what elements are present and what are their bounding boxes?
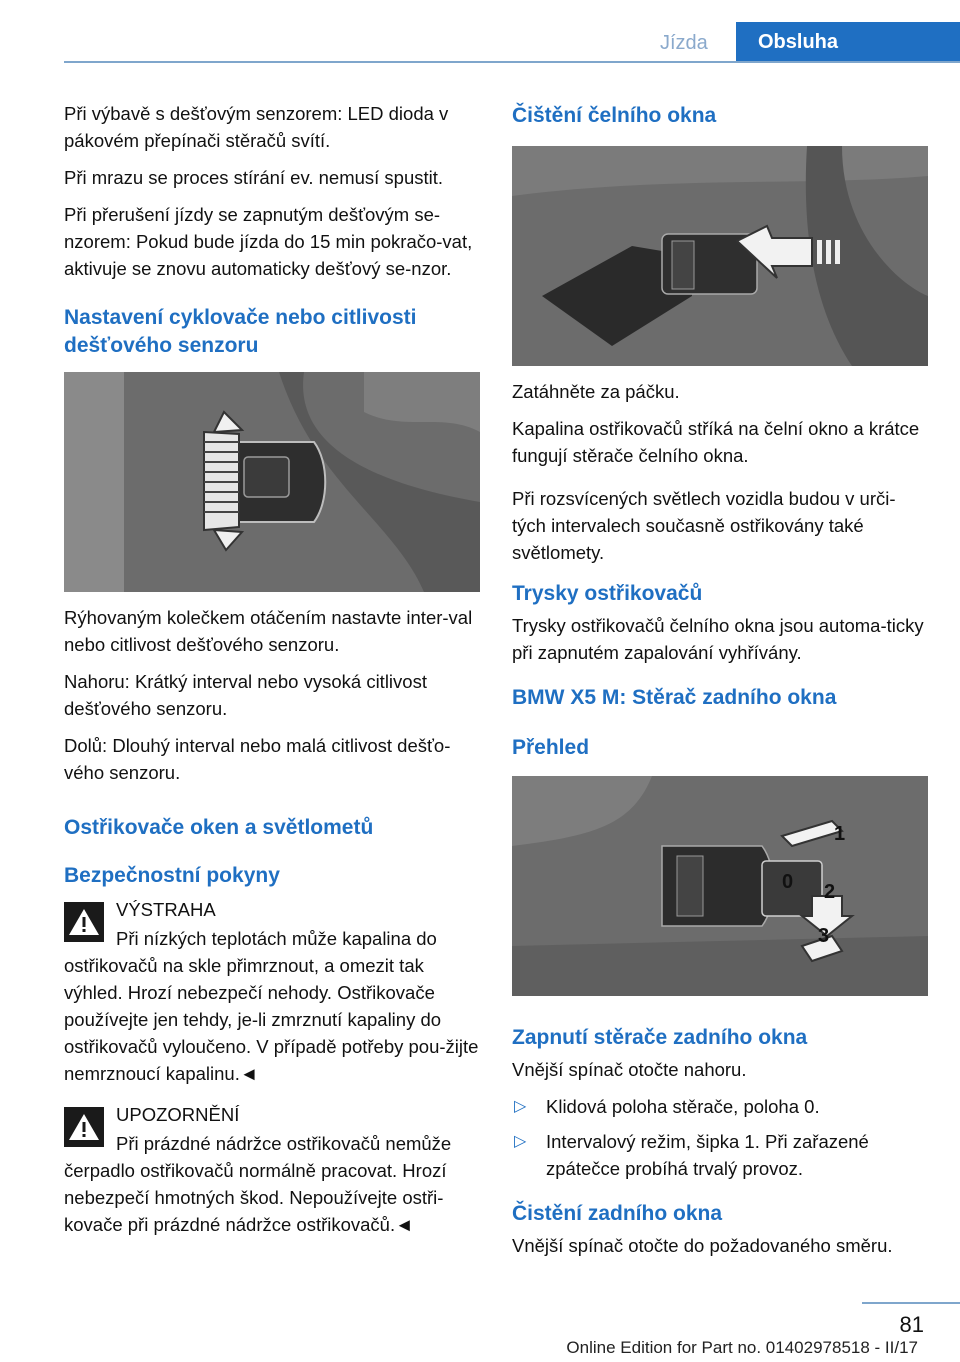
label-3: 3 bbox=[818, 925, 830, 947]
warning-icon bbox=[64, 902, 104, 942]
heading-clean-windshield: Čištění čelního okna bbox=[512, 104, 717, 127]
footer-rule bbox=[862, 1302, 960, 1304]
label-1: 1 bbox=[834, 823, 846, 845]
heading-safety: Bezpečnostní pokyny bbox=[64, 864, 280, 887]
down-text: Dolů: Dlouhý interval nebo malá citlivost dešťo‐vého senzoru. bbox=[64, 735, 451, 783]
wiper-wheel-illustration bbox=[64, 372, 480, 592]
left-column bbox=[64, 100, 480, 1238]
windshield-wash-illustration bbox=[512, 146, 928, 366]
rear-wiper-list bbox=[512, 1093, 928, 1182]
header-tab-jizda: Jízda bbox=[660, 32, 708, 54]
heading-rear-clean: Čistění zadního okna bbox=[512, 1202, 723, 1225]
bullet-triangle-icon: ▷ bbox=[514, 1098, 527, 1115]
heading-interval-sensitivity: Nastavení cyklovače nebo citlivosti dešťového senzoru bbox=[64, 306, 417, 357]
right-column bbox=[512, 100, 928, 1269]
heading-rear-wiper: BMW X5 M: Stěrač zadního okna bbox=[512, 686, 837, 709]
wiper-wheel-drawing bbox=[64, 372, 480, 592]
pull-lever-text: Zatáhněte za páčku. bbox=[512, 381, 680, 402]
label-2: 2 bbox=[824, 881, 836, 903]
notice-title: UPOZORNĚNÍ bbox=[116, 1104, 240, 1125]
heading-washers: Ostřikovače oken a světlometů bbox=[64, 816, 374, 839]
rotate-up-text: Vnější spínač otočte nahoru. bbox=[512, 1059, 747, 1080]
heading-rear-wiper-on: Zapnutí stěrače zadního okna bbox=[512, 1026, 808, 1049]
rear-wiper-illustration bbox=[512, 776, 928, 996]
notice-icon bbox=[64, 1107, 104, 1147]
notice-body: Při prázdné nádržce ostřikovačů nemůže čerpadlo ostřikovačů normálně pracovat. Hrozí nebezpečí hmotných škod. Nepoužívejte ostři‐kovače při prázdné nádržce ostřikovačů.◄ bbox=[64, 1133, 452, 1235]
rotate-direction-text: Vnější spínač otočte do požadovaného směru. bbox=[512, 1235, 893, 1256]
list-item: ▷ Klidová poloha stěrače, poloha 0. bbox=[512, 1093, 928, 1120]
edition-footer: Online Edition for Part no. 01402978518 - II/17 bbox=[566, 1338, 918, 1357]
windshield-wash-drawing bbox=[512, 146, 928, 366]
warning-box bbox=[64, 896, 480, 1087]
rain-sensor-led-text: Při výbavě s dešťovým senzorem: LED dioda v pákovém přepínači stěračů svítí. bbox=[64, 103, 449, 151]
heading-overview: Přehled bbox=[512, 736, 590, 759]
heading-nozzles: Trysky ostřikovačů bbox=[512, 582, 703, 605]
frost-text: Při mrazu se proces stírání ev. nemusí spustit. bbox=[64, 167, 444, 188]
washer-fluid-text: Kapalina ostřikovačů stříká na čelní okno a krátce fungují stěrače čelního okna. bbox=[512, 418, 920, 466]
warning-body: Při nízkých teplotách může kapalina do ostřikovačů na skle přimrznout, a omezit tak výhled. Hrozí nebezpečí nehody. Ostřikovače používejte jen tehdy, je-li zmrznutí kapaliny do ostřikovačů vyloučeno. V případě potřeby pou‐žijte nemrznoucí kapalinu.◄ bbox=[64, 928, 479, 1084]
headlight-wash-text: Při rozsvícených světlech vozidla budou v urči‐tých intervalech současně ostřikovány také světlomety. bbox=[512, 488, 896, 563]
list-item: ▷ Intervalový režim, šipka 1. Při zařazené zpátečce probíhá trvalý provoz. bbox=[512, 1128, 928, 1182]
rear-wiper-drawing bbox=[512, 776, 928, 996]
page-number: 81 bbox=[899, 1312, 924, 1337]
label-0: 0 bbox=[782, 871, 794, 893]
notice-box bbox=[64, 1101, 480, 1238]
nozzles-heated-text: Trysky ostřikovačů čelního okna jsou automa‐ticky při zapnutém zapalování vyhřívány. bbox=[512, 615, 924, 663]
wheel-adjust-text: Rýhovaným kolečkem otáčením nastavte inter‐val nebo citlivost dešťového senzoru. bbox=[64, 607, 473, 655]
bullet-triangle-icon: ▷ bbox=[514, 1133, 527, 1150]
interruption-text: Při přerušení jízdy se zapnutým dešťovým se‐nzorem: Pokud bude jízda do 15 min pokračo‐vat, aktivuje se znovu automaticky dešťový se‐nzor. bbox=[64, 204, 473, 279]
up-text: Nahoru: Krátký interval nebo vysoká citlivost dešťového senzoru. bbox=[64, 671, 427, 719]
header-tab-obsluha: Obsluha bbox=[736, 22, 960, 62]
header-rule bbox=[64, 61, 960, 63]
warning-title: VÝSTRAHA bbox=[116, 899, 216, 920]
